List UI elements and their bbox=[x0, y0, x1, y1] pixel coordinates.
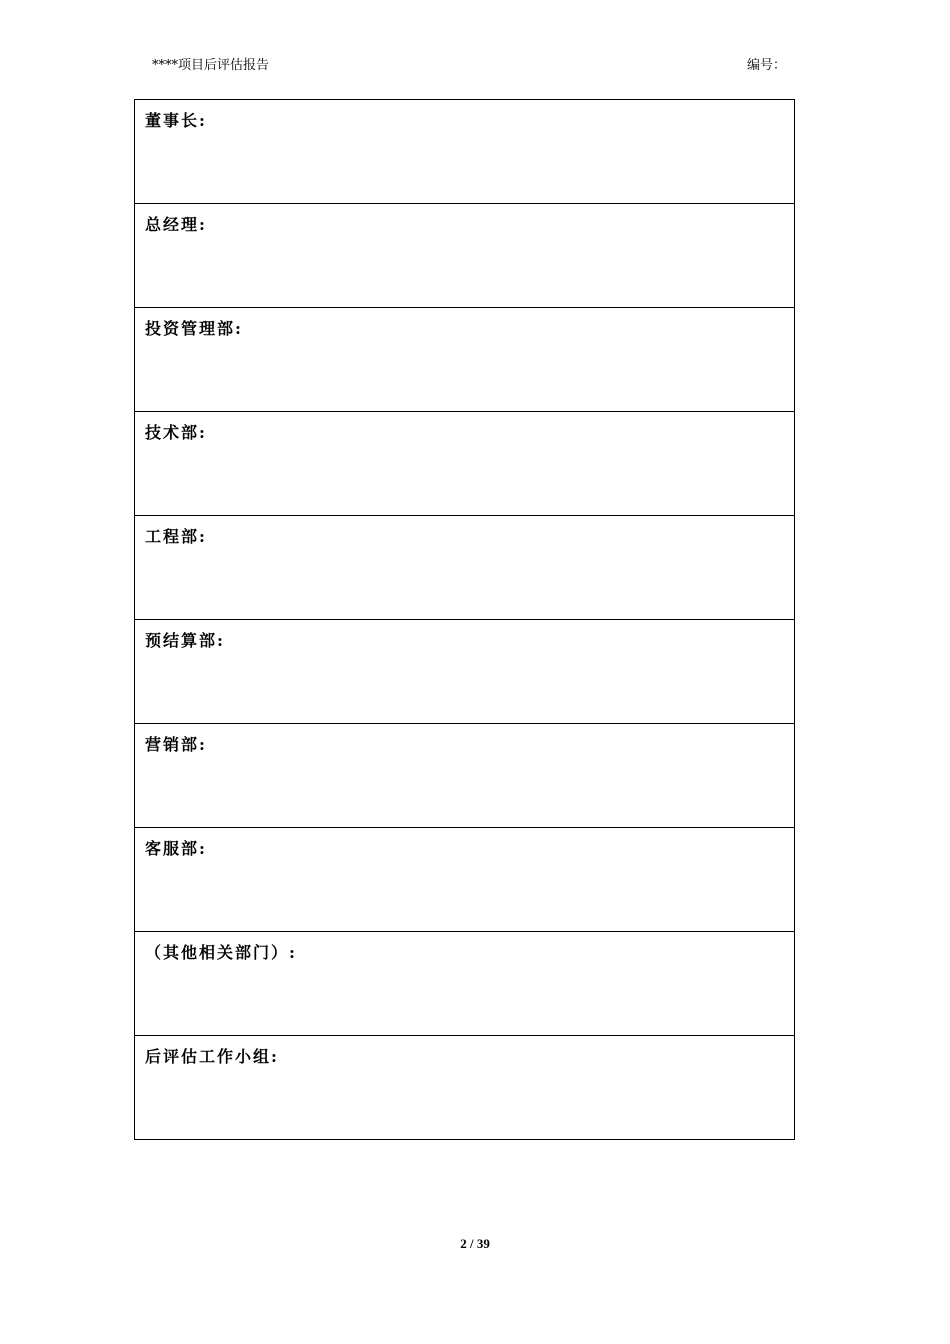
signature-row-evaluation-team bbox=[135, 1036, 795, 1140]
signature-row-chairman bbox=[135, 100, 795, 204]
signature-cell[interactable] bbox=[135, 100, 795, 204]
page-separator: / bbox=[469, 1236, 474, 1251]
total-pages: 39 bbox=[476, 1236, 490, 1251]
signature-row-technical bbox=[135, 412, 795, 516]
signature-cell[interactable] bbox=[135, 1036, 795, 1140]
signature-label: 工程部: bbox=[145, 527, 207, 546]
signature-cell[interactable] bbox=[135, 620, 795, 724]
signature-row-budget-settlement bbox=[135, 620, 795, 724]
signature-cell[interactable] bbox=[135, 724, 795, 828]
signature-cell[interactable] bbox=[135, 204, 795, 308]
signature-row-general-manager bbox=[135, 204, 795, 308]
signature-row-engineering bbox=[135, 516, 795, 620]
signature-row-customer-service bbox=[135, 828, 795, 932]
signature-label: 总经理: bbox=[145, 215, 207, 234]
signature-row-investment-management bbox=[135, 308, 795, 412]
signature-cell[interactable] bbox=[135, 308, 795, 412]
signature-label: 营销部: bbox=[145, 735, 207, 754]
current-page: 2 bbox=[460, 1236, 467, 1251]
signature-cell[interactable] bbox=[135, 932, 795, 1036]
signature-label: 预结算部: bbox=[145, 631, 225, 650]
report-title: ****项目后评估报告 bbox=[152, 58, 270, 73]
signature-label: 技术部: bbox=[145, 423, 207, 442]
signature-label: 后评估工作小组: bbox=[145, 1047, 279, 1066]
signature-cell[interactable] bbox=[135, 412, 795, 516]
document-number-label: 编号： bbox=[746, 58, 786, 73]
signature-label: （其他相关部门）: bbox=[145, 943, 297, 962]
signature-label: 董事长: bbox=[145, 111, 207, 130]
page-header bbox=[152, 56, 786, 76]
signature-cell[interactable] bbox=[135, 828, 795, 932]
signature-label: 投资管理部: bbox=[145, 319, 243, 338]
signature-cell[interactable] bbox=[135, 516, 795, 620]
page-number bbox=[0, 1235, 950, 1253]
signature-row-marketing bbox=[135, 724, 795, 828]
signature-label: 客服部: bbox=[145, 839, 207, 858]
signature-row-other-departments bbox=[135, 932, 795, 1036]
approval-signature-table bbox=[134, 99, 795, 1140]
